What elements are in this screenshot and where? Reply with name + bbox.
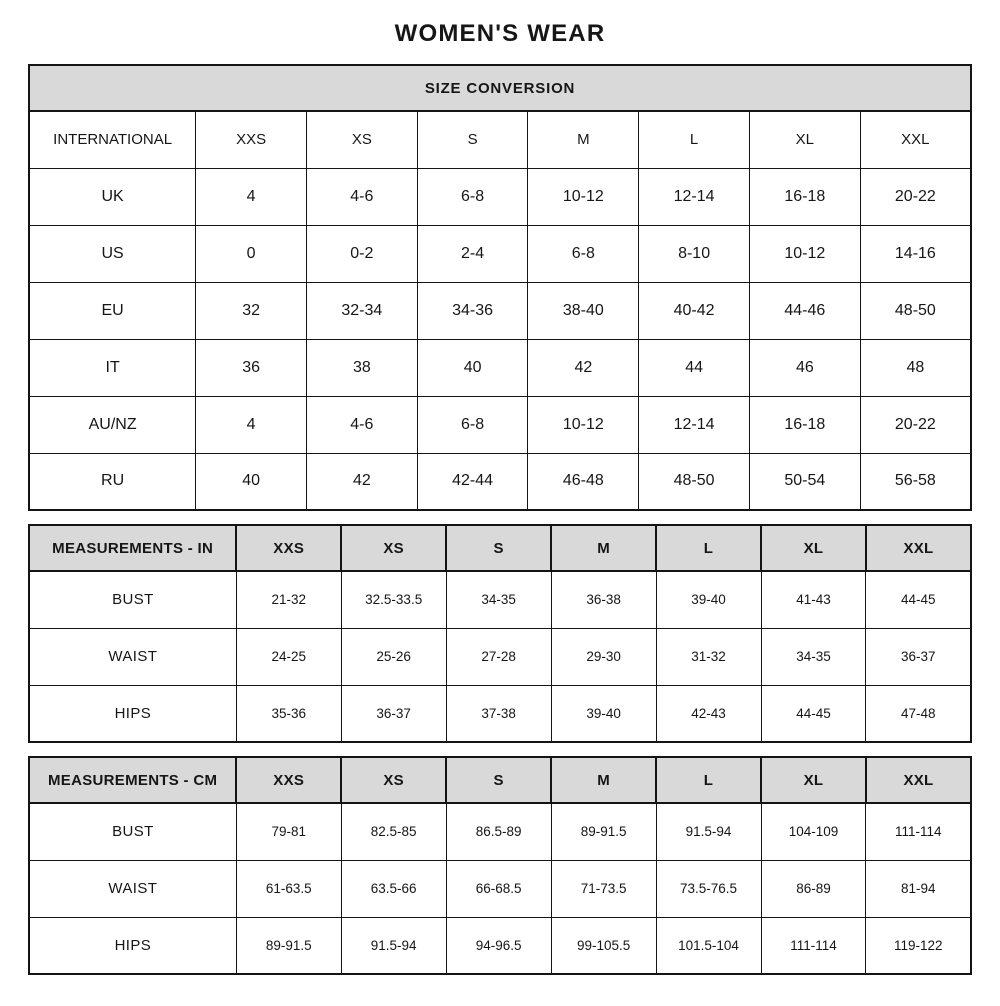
table-cell: 99-105.5: [551, 917, 656, 974]
table-cell: 41-43: [761, 571, 866, 628]
corner-header: MEASUREMENTS - IN: [29, 525, 236, 571]
table-cell: 42-44: [417, 453, 528, 510]
table-cell: 4-6: [306, 168, 417, 225]
table-row: [29, 917, 971, 974]
row-header: HIPS: [29, 917, 236, 974]
table-cell: 50-54: [749, 453, 860, 510]
table-cell: 119-122: [866, 917, 971, 974]
table-cell: 48: [860, 339, 971, 396]
table-cell: 36-37: [341, 685, 446, 742]
table-cell: 12-14: [639, 168, 750, 225]
table-cell: 73.5-76.5: [656, 860, 761, 917]
table-cell: 29-30: [551, 628, 656, 685]
table-header-row: [29, 525, 971, 571]
table-cell: 36-37: [866, 628, 971, 685]
table-cell: 89-91.5: [551, 803, 656, 860]
table-cell: 63.5-66: [341, 860, 446, 917]
table-cell: 40: [417, 339, 528, 396]
row-header: BUST: [29, 803, 236, 860]
column-header: L: [656, 525, 761, 571]
column-header: XXL: [866, 525, 971, 571]
table-cell: 8-10: [639, 225, 750, 282]
size-conversion-banner: SIZE CONVERSION: [29, 65, 971, 111]
column-header: XL: [761, 525, 866, 571]
table-row: [29, 168, 971, 225]
column-header: M: [551, 525, 656, 571]
table-cell: 61-63.5: [236, 860, 341, 917]
corner-header: MEASUREMENTS - CM: [29, 757, 236, 803]
table-cell: 111-114: [761, 917, 866, 974]
table-cell: 10-12: [528, 396, 639, 453]
table-cell: 86-89: [761, 860, 866, 917]
column-header: S: [417, 111, 528, 168]
table-cell: 79-81: [236, 803, 341, 860]
table-cell: 0: [196, 225, 307, 282]
table-cell: 4: [196, 396, 307, 453]
table-cell: 44-46: [749, 282, 860, 339]
table-row: [29, 628, 971, 685]
table-cell: 0-2: [306, 225, 417, 282]
column-header: M: [528, 111, 639, 168]
measurements-cm-table: [28, 756, 972, 975]
column-header: M: [551, 757, 656, 803]
table-cell: 94-96.5: [446, 917, 551, 974]
table-cell: 40-42: [639, 282, 750, 339]
table-cell: 6-8: [417, 168, 528, 225]
table-cell: 46: [749, 339, 860, 396]
table-cell: 32.5-33.5: [341, 571, 446, 628]
table-cell: 104-109: [761, 803, 866, 860]
table-row: [29, 860, 971, 917]
table-cell: 111-114: [866, 803, 971, 860]
table-cell: 36: [196, 339, 307, 396]
table-cell: 4-6: [306, 396, 417, 453]
table-cell: 4: [196, 168, 307, 225]
table-cell: 89-91.5: [236, 917, 341, 974]
column-header: L: [656, 757, 761, 803]
table-cell: 48-50: [639, 453, 750, 510]
column-header: XS: [341, 757, 446, 803]
column-header: S: [446, 525, 551, 571]
table-cell: 20-22: [860, 396, 971, 453]
table-cell: 32: [196, 282, 307, 339]
row-header: EU: [29, 282, 196, 339]
table-cell: 82.5-85: [341, 803, 446, 860]
table-cell: 42: [528, 339, 639, 396]
table-cell: 91.5-94: [656, 803, 761, 860]
table-cell: 27-28: [446, 628, 551, 685]
table-cell: 20-22: [860, 168, 971, 225]
table-cell: 14-16: [860, 225, 971, 282]
table-cell: 38-40: [528, 282, 639, 339]
table-cell: 101.5-104: [656, 917, 761, 974]
column-header: XL: [761, 757, 866, 803]
row-header: IT: [29, 339, 196, 396]
table-cell: 34-36: [417, 282, 528, 339]
table-row: [29, 396, 971, 453]
row-header: HIPS: [29, 685, 236, 742]
table-cell: 34-35: [446, 571, 551, 628]
table-cell: 12-14: [639, 396, 750, 453]
row-header: UK: [29, 168, 196, 225]
size-conversion-banner-row: [29, 65, 971, 111]
table-cell: 44-45: [761, 685, 866, 742]
table-cell: 31-32: [656, 628, 761, 685]
table-row: [29, 803, 971, 860]
table-cell: 25-26: [341, 628, 446, 685]
table-cell: 91.5-94: [341, 917, 446, 974]
table-header-row: [29, 111, 971, 168]
table-cell: 47-48: [866, 685, 971, 742]
table-row: [29, 282, 971, 339]
table-cell: 36-38: [551, 571, 656, 628]
table-row: [29, 571, 971, 628]
column-header: XXS: [236, 757, 341, 803]
column-header: XXL: [866, 757, 971, 803]
table-row: [29, 453, 971, 510]
table-cell: 81-94: [866, 860, 971, 917]
table-cell: 42: [306, 453, 417, 510]
table-cell: 10-12: [749, 225, 860, 282]
row-header: US: [29, 225, 196, 282]
corner-header: INTERNATIONAL: [29, 111, 196, 168]
page-title: WOMEN'S WEAR: [394, 20, 606, 47]
table-cell: 39-40: [656, 571, 761, 628]
table-cell: 56-58: [860, 453, 971, 510]
table-row: [29, 685, 971, 742]
table-cell: 35-36: [236, 685, 341, 742]
table-cell: 39-40: [551, 685, 656, 742]
table-row: [29, 225, 971, 282]
table-cell: 2-4: [417, 225, 528, 282]
column-header: S: [446, 757, 551, 803]
column-header: XS: [341, 525, 446, 571]
table-cell: 16-18: [749, 396, 860, 453]
table-cell: 42-43: [656, 685, 761, 742]
column-header: XXS: [236, 525, 341, 571]
column-header: XXL: [860, 111, 971, 168]
row-header: WAIST: [29, 628, 236, 685]
row-header: AU/NZ: [29, 396, 196, 453]
table-cell: 37-38: [446, 685, 551, 742]
table-cell: 44-45: [866, 571, 971, 628]
table-cell: 10-12: [528, 168, 639, 225]
table-cell: 71-73.5: [551, 860, 656, 917]
column-header: XS: [306, 111, 417, 168]
table-cell: 48-50: [860, 282, 971, 339]
table-cell: 40: [196, 453, 307, 510]
measurements-in-table: [28, 524, 972, 743]
column-header: XXS: [196, 111, 307, 168]
table-cell: 32-34: [306, 282, 417, 339]
column-header: XL: [749, 111, 860, 168]
table-cell: 38: [306, 339, 417, 396]
table-cell: 66-68.5: [446, 860, 551, 917]
column-header: L: [639, 111, 750, 168]
table-cell: 24-25: [236, 628, 341, 685]
table-cell: 6-8: [417, 396, 528, 453]
table-cell: 86.5-89: [446, 803, 551, 860]
table-row: [29, 339, 971, 396]
row-header: WAIST: [29, 860, 236, 917]
table-cell: 16-18: [749, 168, 860, 225]
table-cell: 6-8: [528, 225, 639, 282]
row-header: RU: [29, 453, 196, 510]
table-cell: 44: [639, 339, 750, 396]
table-cell: 21-32: [236, 571, 341, 628]
row-header: BUST: [29, 571, 236, 628]
table-cell: 46-48: [528, 453, 639, 510]
table-header-row: [29, 757, 971, 803]
table-cell: 34-35: [761, 628, 866, 685]
size-conversion-table: [28, 64, 972, 511]
